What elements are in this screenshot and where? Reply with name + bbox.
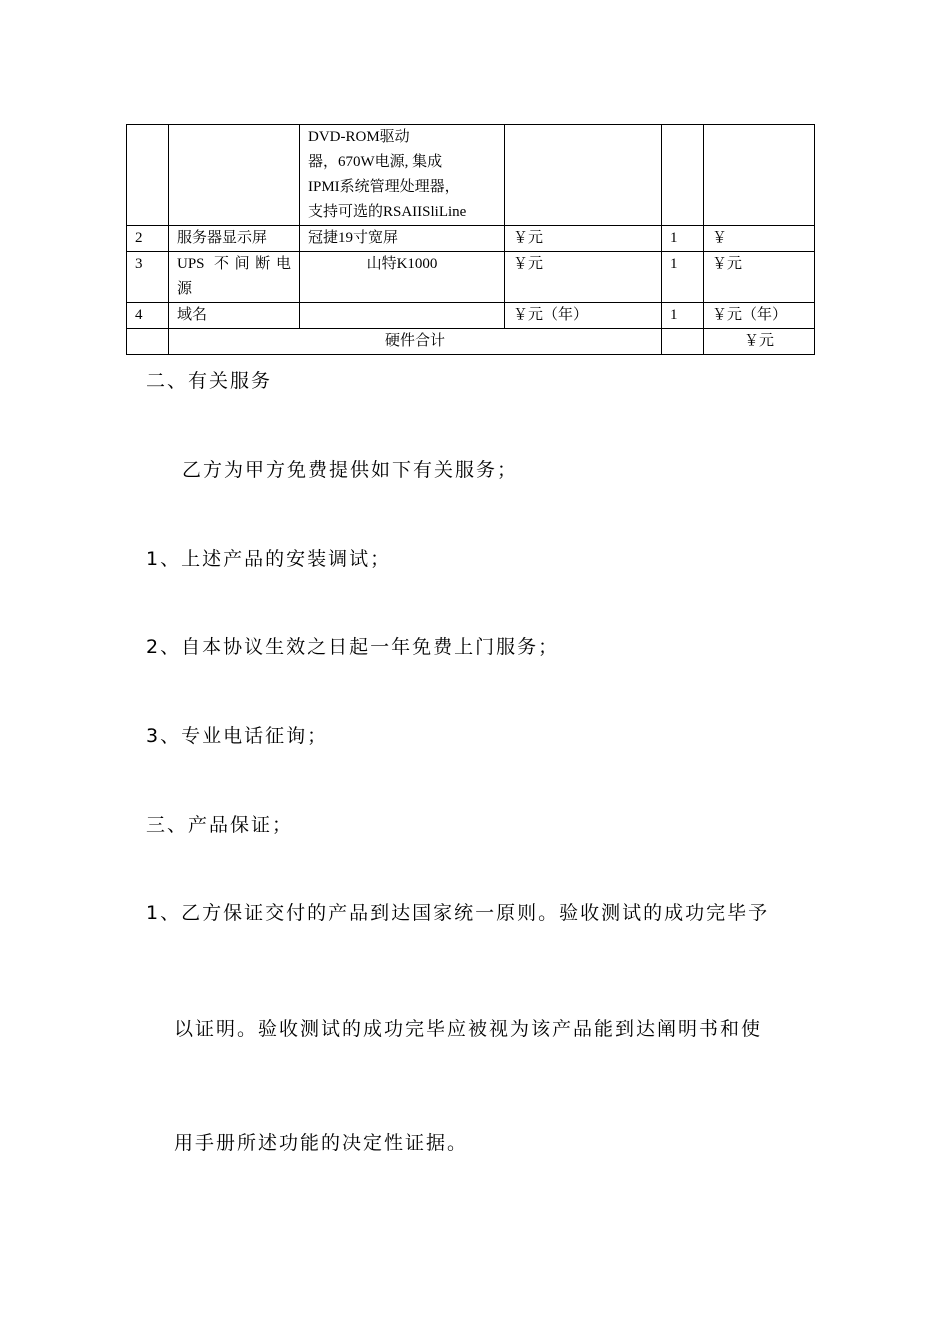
subtotal-label: 硬件合计 bbox=[169, 329, 662, 355]
spec-line: 支持可选的RSAIISliLine bbox=[308, 204, 467, 220]
unit-price-cell: ￥元 bbox=[505, 226, 662, 252]
item-name-cell: 服务器显示屏 bbox=[169, 226, 300, 252]
guarantee-line: 以证明。验收测试的成功完毕应被视为该产品能到达阐明书和使 bbox=[174, 1018, 763, 1040]
item-spec-cell bbox=[300, 125, 505, 226]
item-spec-cell: 冠捷19寸宽屏 bbox=[300, 226, 505, 252]
item-name-cell bbox=[169, 125, 300, 226]
section3-heading: 三、产品保证； bbox=[146, 814, 294, 836]
service-item: 3、专业电话征询； bbox=[146, 725, 329, 747]
section2-heading: 二、有关服务 bbox=[146, 370, 273, 392]
name-line: UPS 不间断电 bbox=[177, 256, 291, 272]
name-line: 源 bbox=[177, 281, 193, 297]
table-row bbox=[127, 303, 815, 329]
guarantee-line: 1、乙方保证交付的产品到达国家统一原则。验收测试的成功完毕予 bbox=[146, 902, 770, 924]
item-spec-cell bbox=[300, 303, 505, 329]
service-item: 2、自本协议生效之日起一年免费上门服务； bbox=[146, 636, 560, 658]
unit-price-cell: ￥元 bbox=[505, 252, 662, 303]
item-name-cell: 域名 bbox=[169, 303, 300, 329]
equipment-price-table bbox=[126, 124, 815, 355]
guarantee-line: 用手册所述功能的决定性证据。 bbox=[174, 1132, 469, 1154]
service-item: 1、上述产品的安装调试； bbox=[146, 548, 392, 570]
quantity-cell bbox=[662, 125, 704, 226]
table-row bbox=[127, 252, 815, 303]
spec-line: 器，670W电源, 集成 bbox=[308, 154, 443, 170]
subtotal-total: ￥元 bbox=[704, 329, 815, 355]
table-row bbox=[127, 125, 815, 226]
quantity-cell: 1 bbox=[662, 226, 704, 252]
total-price-cell: ￥ bbox=[704, 226, 815, 252]
table-row bbox=[127, 226, 815, 252]
spec-line: DVD-ROM驱动 bbox=[308, 129, 410, 145]
row-number-cell: 2 bbox=[127, 226, 169, 252]
total-price-cell bbox=[704, 125, 815, 226]
total-price-cell: ￥元（年） bbox=[704, 303, 815, 329]
item-spec-cell: 山特K1000 bbox=[300, 252, 505, 303]
row-number-cell bbox=[127, 125, 169, 226]
subtotal-blank-cell bbox=[127, 329, 169, 355]
row-number-cell: 3 bbox=[127, 252, 169, 303]
spec-line: IPMI系统管理处理器， bbox=[308, 179, 460, 195]
subtotal-qty-cell bbox=[662, 329, 704, 355]
section2-intro: 乙方为甲方免费提供如下有关服务； bbox=[182, 459, 519, 481]
item-name-cell bbox=[169, 252, 300, 303]
quantity-cell: 1 bbox=[662, 252, 704, 303]
unit-price-cell: ￥元（年） bbox=[505, 303, 662, 329]
unit-price-cell bbox=[505, 125, 662, 226]
row-number-cell: 4 bbox=[127, 303, 169, 329]
quantity-cell: 1 bbox=[662, 303, 704, 329]
total-price-cell: ￥元 bbox=[704, 252, 815, 303]
subtotal-row bbox=[127, 329, 815, 355]
